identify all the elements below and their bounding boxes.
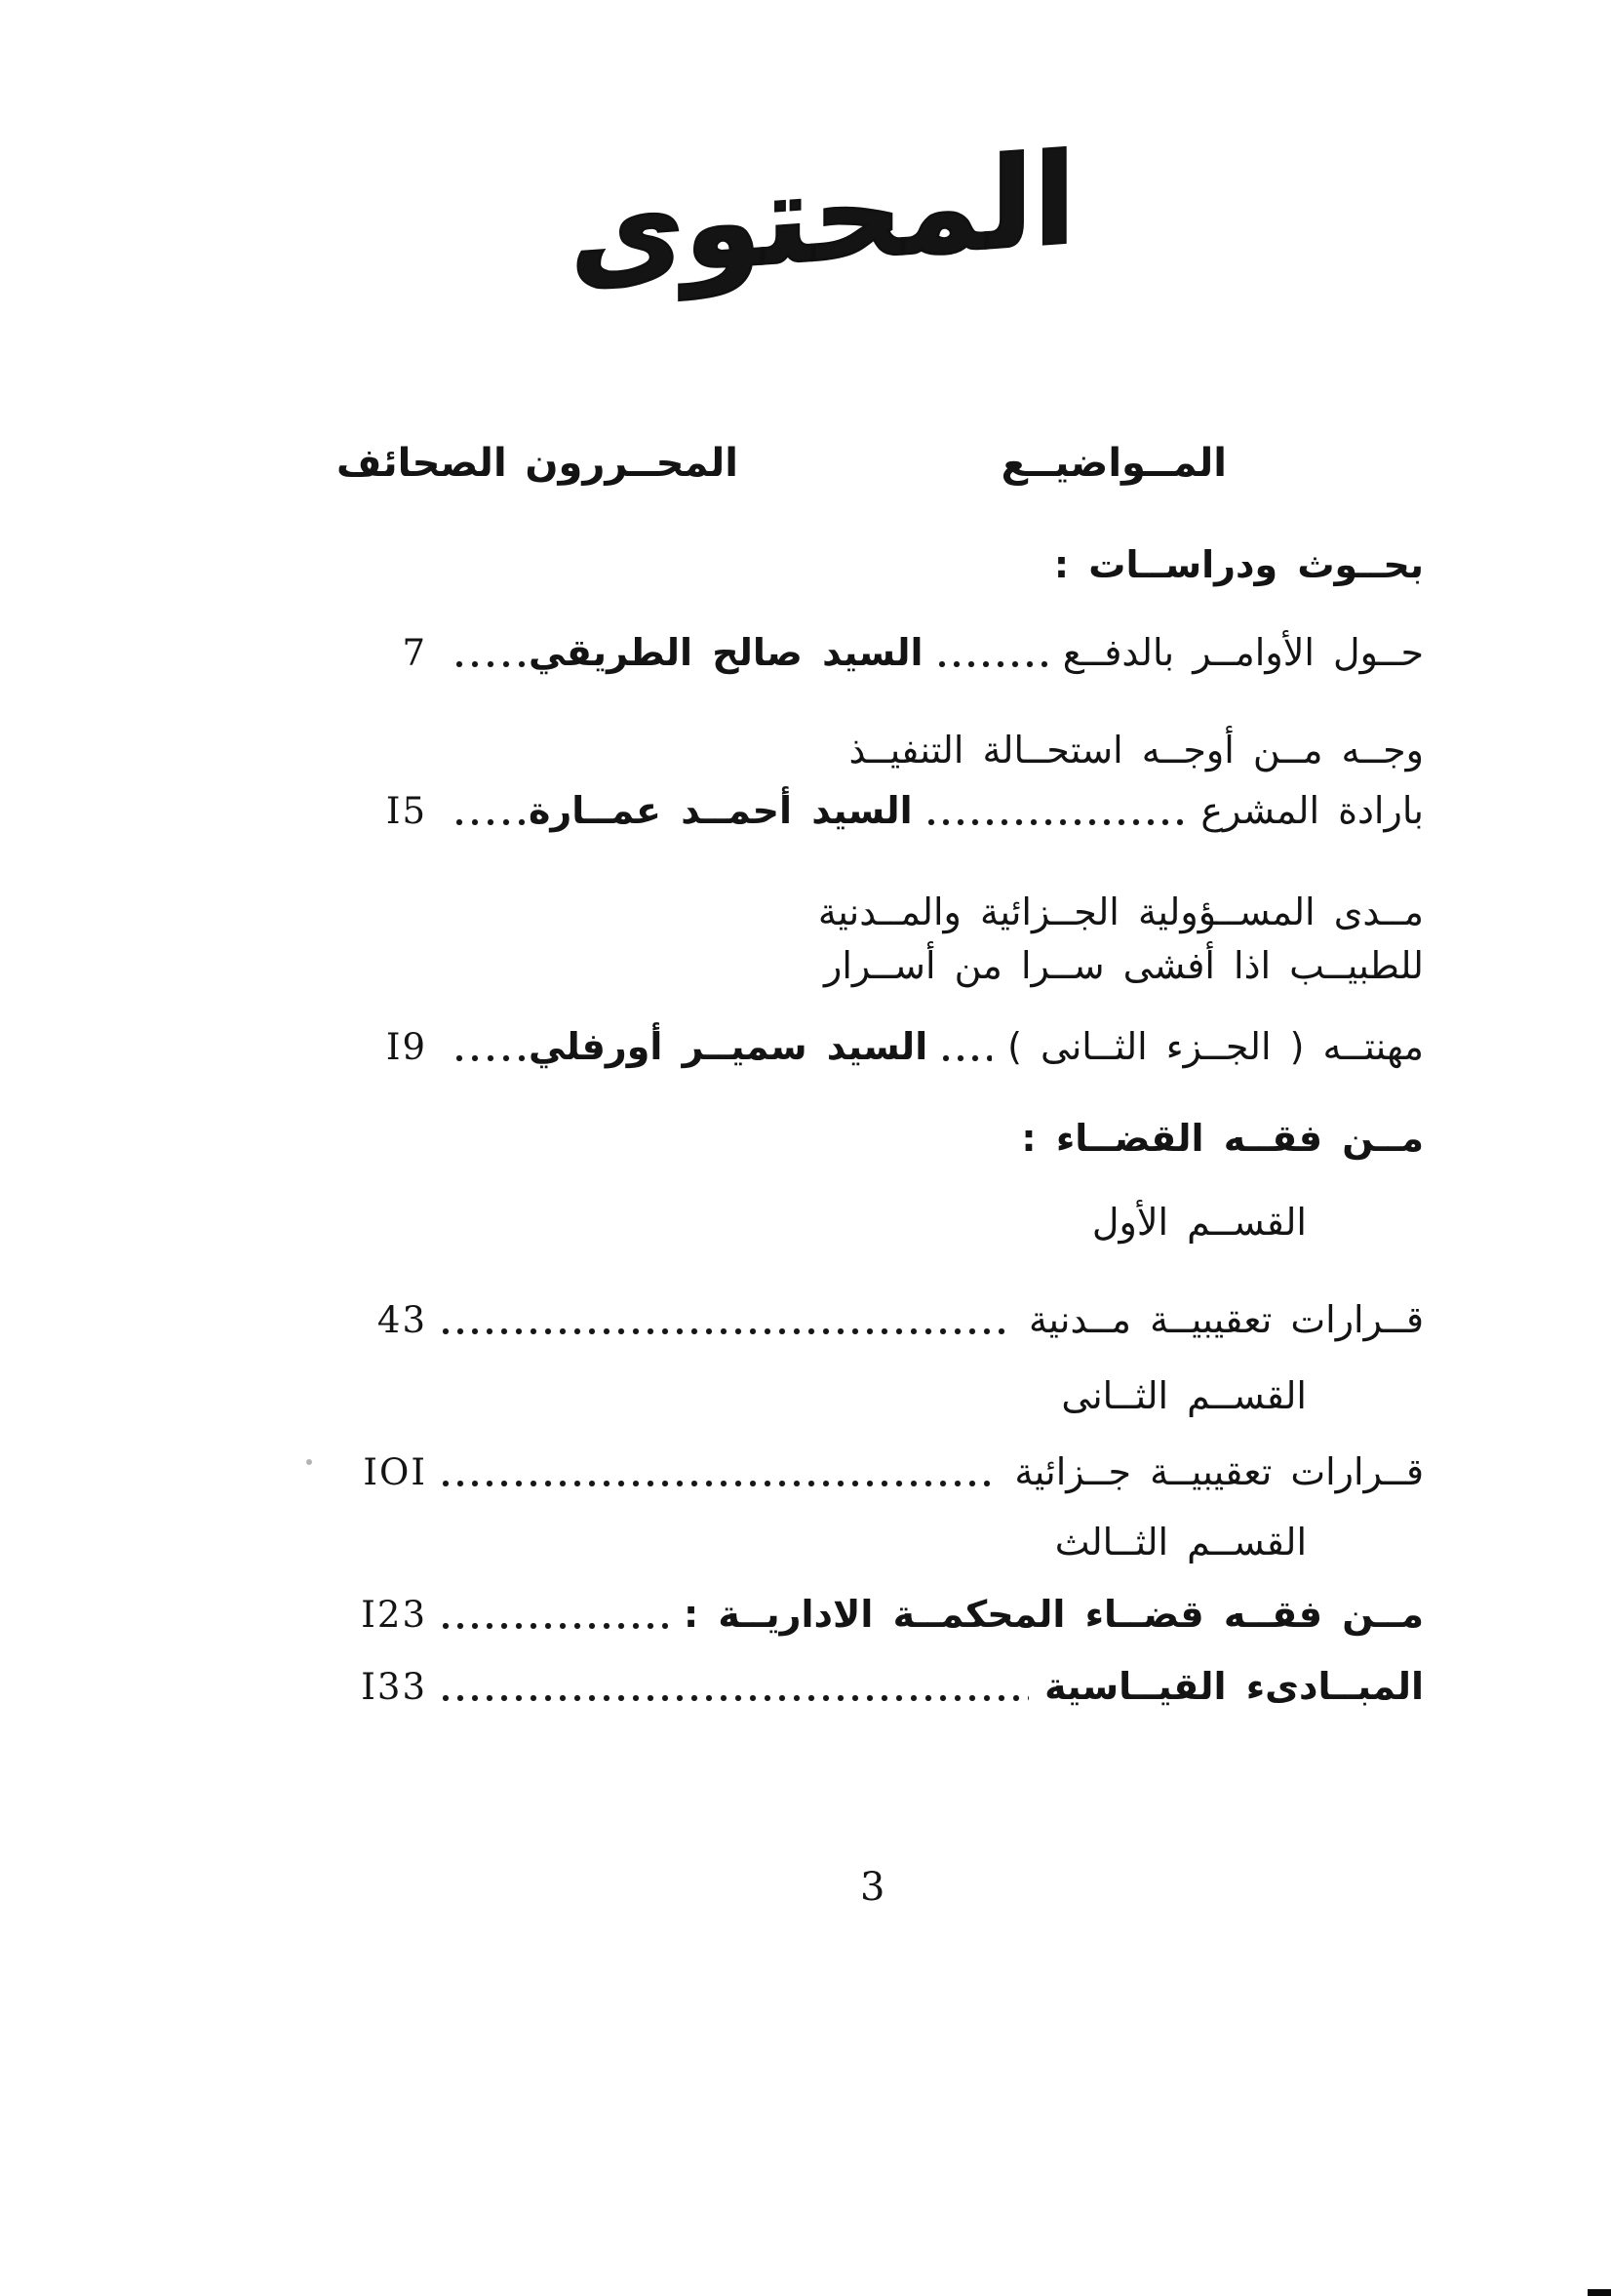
- toc-entry-page: I23: [361, 1594, 427, 1636]
- dotted-leader: [443, 1695, 1029, 1701]
- toc-entry-topic: حــول الأوامــر بالدفــع: [1062, 631, 1424, 674]
- toc-entry-topic: مهنتــه ( الجــزء الثــانى ): [1007, 1025, 1424, 1068]
- toc-entry-editor: السيد صالح الطريقي: [529, 631, 923, 674]
- dotted-leader-short: [456, 661, 529, 667]
- toc-entry: [343, 1588, 1424, 1642]
- toc-entry: [343, 1293, 1424, 1347]
- toc-entry: [343, 1445, 1424, 1499]
- section-heading-jurisprudence: مــن فقــه القضــاء :: [1021, 1117, 1424, 1160]
- toc-entry-page: I5: [385, 790, 427, 832]
- dotted-leader: [943, 1055, 992, 1061]
- toc-entry: [343, 784, 1424, 838]
- toc-entry-editor: السيد سميــر أورفلي: [529, 1025, 928, 1068]
- toc-entry-page: IOI: [363, 1451, 427, 1493]
- toc-entry-topic-line: للطبيــب اذا أفشى ســرا من أســرار: [823, 944, 1424, 987]
- toc-entry-topic-line: وجــه مــن أوجــه استحــالة التنفيــذ: [848, 729, 1424, 772]
- contents-title-calligraphy: المحتوى: [570, 126, 1077, 308]
- part-label-first: القســم الأول: [1091, 1201, 1307, 1244]
- toc-entry: [343, 1660, 1424, 1714]
- column-header-topics: المــواضيــع: [1001, 441, 1227, 486]
- dotted-leader: [443, 1481, 999, 1486]
- page-number-footer: 3: [860, 1865, 885, 1910]
- toc-entry-topic: قــرارات تعقيبيــة مــدنية: [1029, 1298, 1424, 1341]
- dotted-leader-short: [456, 819, 529, 825]
- dotted-leader: [939, 661, 1047, 667]
- section-heading-research-studies: بحــوث ودراســات :: [1053, 543, 1424, 586]
- toc-entry: [343, 1020, 1424, 1074]
- column-header-editors: المحــررون: [525, 441, 738, 486]
- toc-entry-page: 43: [376, 1299, 427, 1341]
- dotted-leader: [928, 819, 1186, 825]
- toc-entry-page: 7: [402, 632, 427, 674]
- dotted-leader-short: [456, 1055, 529, 1061]
- column-header-pages: الصحائف: [336, 441, 507, 486]
- toc-entry: [343, 626, 1424, 680]
- toc-entry-topic: المبــادىء القيــاسية: [1044, 1665, 1424, 1708]
- scan-speck: [306, 1459, 312, 1465]
- toc-entry-page: I33: [361, 1666, 427, 1708]
- toc-entry-topic: مــن فقــه قضــاء المحكمــة الاداريــة :: [683, 1593, 1424, 1636]
- toc-entry-page: I9: [385, 1026, 427, 1068]
- dotted-leader: [443, 1328, 1013, 1334]
- part-label-third: القســم الثــالث: [1054, 1521, 1307, 1564]
- toc-entry-topic-line: مــدى المســؤولية الجــزائية والمــدنية: [817, 891, 1424, 933]
- toc-entry-topic: بارادة المشرع: [1200, 789, 1424, 832]
- dotted-leader: [443, 1623, 668, 1629]
- toc-entry-editor: السيد أحمــد عمــارة: [529, 789, 913, 832]
- part-label-second: القســم الثــانى: [1061, 1374, 1307, 1417]
- scan-edge-artifact: [1588, 2289, 1611, 2296]
- toc-entry-topic: قــرارات تعقيبيــة جــزائية: [1014, 1450, 1424, 1493]
